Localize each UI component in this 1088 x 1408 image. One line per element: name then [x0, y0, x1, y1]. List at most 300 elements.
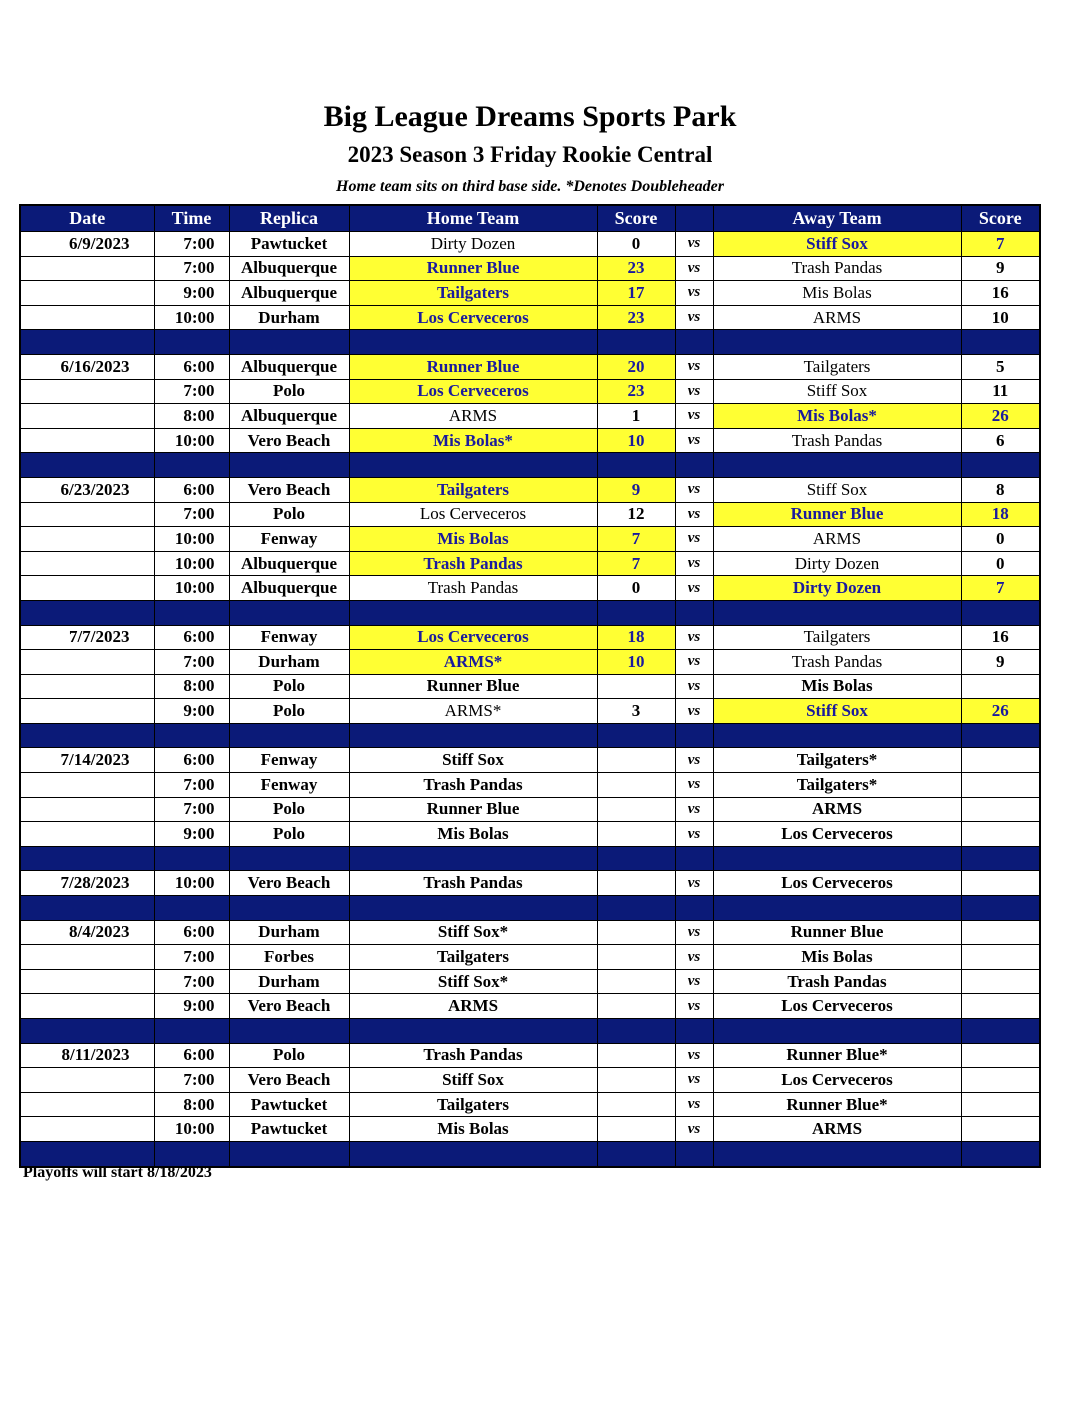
table-row — [20, 502, 1040, 527]
away-score-cell: 6 — [961, 428, 1040, 453]
replica-cell: Durham — [229, 305, 349, 330]
separator-cell — [597, 1019, 675, 1044]
table-row — [20, 871, 1040, 896]
date-cell: 7/14/2023 — [20, 748, 154, 773]
replica-cell: Albuquerque — [229, 281, 349, 306]
separator-cell — [20, 1141, 154, 1166]
time-cell: 9:00 — [154, 822, 229, 847]
time-cell: 7:00 — [154, 1068, 229, 1093]
col-header-time: Time — [154, 205, 229, 232]
away-score-cell: 16 — [961, 625, 1040, 650]
away-score-cell — [961, 1117, 1040, 1142]
vs-cell: vs — [675, 797, 713, 822]
replica-cell: Polo — [229, 699, 349, 724]
separator-cell — [675, 723, 713, 748]
separator-cell — [154, 1141, 229, 1166]
separator-cell — [349, 1141, 597, 1166]
separator-cell — [154, 723, 229, 748]
away-team-cell: Trash Pandas — [713, 969, 961, 994]
away-score-cell — [961, 994, 1040, 1019]
home-team-cell: Los Cerveceros — [349, 305, 597, 330]
away-score-cell — [961, 945, 1040, 970]
table-row — [20, 551, 1040, 576]
separator-cell — [154, 1019, 229, 1044]
vs-cell: vs — [675, 379, 713, 404]
home-team-cell: Dirty Dozen — [349, 232, 597, 257]
week-separator-row — [20, 1141, 1040, 1166]
replica-cell: Albuquerque — [229, 576, 349, 601]
table-row — [20, 477, 1040, 502]
home-score-cell — [597, 920, 675, 945]
replica-cell: Fenway — [229, 527, 349, 552]
home-score-cell — [597, 1043, 675, 1068]
table-header-row — [20, 205, 1040, 232]
vs-cell: vs — [675, 477, 713, 502]
date-cell — [20, 650, 154, 675]
away-score-cell: 5 — [961, 354, 1040, 379]
away-score-cell — [961, 748, 1040, 773]
time-cell: 8:00 — [154, 674, 229, 699]
separator-cell — [597, 330, 675, 355]
table-row — [20, 969, 1040, 994]
away-score-cell — [961, 1043, 1040, 1068]
time-cell: 6:00 — [154, 748, 229, 773]
separator-cell — [154, 600, 229, 625]
separator-cell — [597, 1141, 675, 1166]
separator-cell — [349, 846, 597, 871]
time-cell: 7:00 — [154, 232, 229, 257]
vs-cell: vs — [675, 699, 713, 724]
table-row — [20, 1117, 1040, 1142]
away-team-cell: Stiff Sox — [713, 477, 961, 502]
separator-cell — [229, 896, 349, 921]
time-cell: 6:00 — [154, 477, 229, 502]
table-row — [20, 281, 1040, 306]
home-team-cell: Mis Bolas — [349, 822, 597, 847]
separator-cell — [713, 453, 961, 478]
home-team-cell: ARMS — [349, 404, 597, 429]
table-row — [20, 1043, 1040, 1068]
time-cell: 7:00 — [154, 379, 229, 404]
replica-cell: Pawtucket — [229, 1092, 349, 1117]
table-row — [20, 354, 1040, 379]
separator-cell — [229, 600, 349, 625]
separator-cell — [961, 453, 1040, 478]
home-team-cell: Runner Blue — [349, 256, 597, 281]
vs-cell: vs — [675, 625, 713, 650]
table-row — [20, 527, 1040, 552]
date-cell: 6/23/2023 — [20, 477, 154, 502]
away-score-cell — [961, 1092, 1040, 1117]
schedule-body — [20, 232, 1040, 1167]
separator-cell — [597, 896, 675, 921]
home-team-cell: Tailgaters — [349, 477, 597, 502]
home-score-cell: 7 — [597, 527, 675, 552]
table-row — [20, 256, 1040, 281]
separator-cell — [20, 600, 154, 625]
separator-cell — [229, 1141, 349, 1166]
date-cell — [20, 773, 154, 798]
replica-cell: Pawtucket — [229, 232, 349, 257]
date-cell: 6/9/2023 — [20, 232, 154, 257]
col-header-away-score: Score — [961, 205, 1040, 232]
away-score-cell: 18 — [961, 502, 1040, 527]
vs-cell: vs — [675, 404, 713, 429]
separator-cell — [713, 846, 961, 871]
away-team-cell: Los Cerveceros — [713, 822, 961, 847]
home-score-cell: 18 — [597, 625, 675, 650]
separator-cell — [229, 846, 349, 871]
away-team-cell: Dirty Dozen — [713, 576, 961, 601]
separator-cell — [154, 846, 229, 871]
table-row — [20, 379, 1040, 404]
vs-cell: vs — [675, 674, 713, 699]
page-title: Big League Dreams Sports Park — [323, 100, 737, 133]
time-cell: 8:00 — [154, 1092, 229, 1117]
away-score-cell: 8 — [961, 477, 1040, 502]
separator-cell — [961, 600, 1040, 625]
replica-cell: Polo — [229, 502, 349, 527]
separator-cell — [961, 1019, 1040, 1044]
table-row — [20, 773, 1040, 798]
time-cell: 9:00 — [154, 994, 229, 1019]
col-header-replica: Replica — [229, 205, 349, 232]
separator-cell — [349, 723, 597, 748]
away-team-cell: Tailgaters — [713, 625, 961, 650]
replica-cell: Forbes — [229, 945, 349, 970]
home-score-cell — [597, 1068, 675, 1093]
date-cell — [20, 527, 154, 552]
replica-cell: Albuquerque — [229, 404, 349, 429]
away-team-cell: Mis Bolas — [713, 674, 961, 699]
separator-cell — [961, 330, 1040, 355]
home-score-cell — [597, 1092, 675, 1117]
separator-cell — [349, 453, 597, 478]
table-row — [20, 1068, 1040, 1093]
home-score-cell: 0 — [597, 576, 675, 601]
home-team-cell: Los Cerveceros — [349, 502, 597, 527]
home-score-cell: 12 — [597, 502, 675, 527]
table-row — [20, 305, 1040, 330]
home-score-cell: 1 — [597, 404, 675, 429]
home-team-cell: Mis Bolas — [349, 527, 597, 552]
home-team-cell: Trash Pandas — [349, 871, 597, 896]
home-score-cell — [597, 797, 675, 822]
table-row — [20, 1092, 1040, 1117]
home-score-cell: 9 — [597, 477, 675, 502]
home-team-cell: ARMS* — [349, 650, 597, 675]
date-cell: 7/7/2023 — [20, 625, 154, 650]
separator-cell — [961, 723, 1040, 748]
vs-cell: vs — [675, 428, 713, 453]
replica-cell: Albuquerque — [229, 256, 349, 281]
vs-cell: vs — [675, 1117, 713, 1142]
schedule-note: Home team sits on third base side. *Denotes Doubleheader — [336, 178, 724, 195]
away-team-cell: ARMS — [713, 797, 961, 822]
vs-cell: vs — [675, 871, 713, 896]
away-score-cell: 16 — [961, 281, 1040, 306]
separator-cell — [20, 896, 154, 921]
home-score-cell — [597, 822, 675, 847]
replica-cell: Vero Beach — [229, 994, 349, 1019]
date-cell — [20, 699, 154, 724]
replica-cell: Polo — [229, 674, 349, 699]
time-cell: 6:00 — [154, 920, 229, 945]
home-team-cell: Tailgaters — [349, 1092, 597, 1117]
away-team-cell: Mis Bolas — [713, 945, 961, 970]
week-separator-row — [20, 846, 1040, 871]
away-score-cell: 9 — [961, 650, 1040, 675]
home-score-cell — [597, 1117, 675, 1142]
vs-cell: vs — [675, 354, 713, 379]
away-team-cell: Tailgaters* — [713, 748, 961, 773]
separator-cell — [713, 1019, 961, 1044]
separator-cell — [229, 330, 349, 355]
away-team-cell: Tailgaters — [713, 354, 961, 379]
home-score-cell — [597, 748, 675, 773]
table-row — [20, 822, 1040, 847]
replica-cell: Polo — [229, 822, 349, 847]
date-cell — [20, 797, 154, 822]
time-cell: 6:00 — [154, 354, 229, 379]
away-score-cell: 26 — [961, 699, 1040, 724]
vs-cell: vs — [675, 502, 713, 527]
vs-cell: vs — [675, 969, 713, 994]
home-score-cell — [597, 871, 675, 896]
table-row — [20, 625, 1040, 650]
away-team-cell: Trash Pandas — [713, 428, 961, 453]
away-score-cell — [961, 822, 1040, 847]
time-cell: 7:00 — [154, 773, 229, 798]
replica-cell: Fenway — [229, 625, 349, 650]
vs-cell: vs — [675, 822, 713, 847]
away-team-cell: Stiff Sox — [713, 379, 961, 404]
time-cell: 7:00 — [154, 945, 229, 970]
vs-cell: vs — [675, 281, 713, 306]
separator-cell — [597, 600, 675, 625]
vs-cell: vs — [675, 1068, 713, 1093]
week-separator-row — [20, 600, 1040, 625]
away-team-cell: Runner Blue* — [713, 1043, 961, 1068]
date-cell — [20, 1092, 154, 1117]
separator-cell — [675, 600, 713, 625]
away-score-cell: 11 — [961, 379, 1040, 404]
away-team-cell: ARMS — [713, 1117, 961, 1142]
playoffs-note: Playoffs will start 8/18/2023 — [23, 1164, 212, 1181]
home-team-cell: Mis Bolas — [349, 1117, 597, 1142]
time-cell: 10:00 — [154, 527, 229, 552]
home-team-cell: Stiff Sox* — [349, 969, 597, 994]
date-cell: 7/28/2023 — [20, 871, 154, 896]
home-score-cell: 3 — [597, 699, 675, 724]
table-row — [20, 650, 1040, 675]
time-cell: 10:00 — [154, 305, 229, 330]
table-row — [20, 994, 1040, 1019]
vs-cell: vs — [675, 773, 713, 798]
away-score-cell: 9 — [961, 256, 1040, 281]
home-team-cell: ARMS — [349, 994, 597, 1019]
separator-cell — [20, 330, 154, 355]
away-team-cell: Trash Pandas — [713, 256, 961, 281]
away-score-cell: 7 — [961, 232, 1040, 257]
home-score-cell: 20 — [597, 354, 675, 379]
separator-cell — [20, 846, 154, 871]
date-cell — [20, 822, 154, 847]
date-cell — [20, 576, 154, 601]
vs-cell: vs — [675, 748, 713, 773]
date-cell — [20, 404, 154, 429]
replica-cell: Polo — [229, 797, 349, 822]
date-cell — [20, 305, 154, 330]
col-header-away-team: Away Team — [713, 205, 961, 232]
separator-cell — [713, 600, 961, 625]
table-row — [20, 674, 1040, 699]
separator-cell — [154, 453, 229, 478]
home-team-cell: Tailgaters — [349, 281, 597, 306]
away-score-cell — [961, 773, 1040, 798]
separator-cell — [713, 896, 961, 921]
home-team-cell: Runner Blue — [349, 797, 597, 822]
home-team-cell: Runner Blue — [349, 354, 597, 379]
date-cell — [20, 256, 154, 281]
time-cell: 9:00 — [154, 699, 229, 724]
date-cell — [20, 674, 154, 699]
separator-cell — [675, 453, 713, 478]
home-team-cell: Stiff Sox — [349, 748, 597, 773]
time-cell: 10:00 — [154, 428, 229, 453]
home-team-cell: Trash Pandas — [349, 576, 597, 601]
replica-cell: Pawtucket — [229, 1117, 349, 1142]
time-cell: 7:00 — [154, 502, 229, 527]
table-row — [20, 428, 1040, 453]
table-row — [20, 945, 1040, 970]
vs-cell: vs — [675, 305, 713, 330]
home-team-cell: Trash Pandas — [349, 551, 597, 576]
replica-cell: Albuquerque — [229, 551, 349, 576]
date-cell — [20, 1068, 154, 1093]
vs-cell: vs — [675, 920, 713, 945]
replica-cell: Albuquerque — [229, 354, 349, 379]
home-team-cell: Trash Pandas — [349, 773, 597, 798]
date-cell — [20, 428, 154, 453]
home-team-cell: Stiff Sox* — [349, 920, 597, 945]
away-score-cell: 0 — [961, 551, 1040, 576]
vs-cell: vs — [675, 1092, 713, 1117]
home-team-cell: Stiff Sox — [349, 1068, 597, 1093]
table-row — [20, 797, 1040, 822]
schedule-table — [19, 204, 1041, 1168]
date-cell: 8/11/2023 — [20, 1043, 154, 1068]
date-cell — [20, 969, 154, 994]
vs-cell: vs — [675, 945, 713, 970]
away-score-cell — [961, 1068, 1040, 1093]
separator-cell — [154, 896, 229, 921]
separator-cell — [675, 1141, 713, 1166]
separator-cell — [961, 896, 1040, 921]
away-score-cell: 26 — [961, 404, 1040, 429]
date-cell — [20, 379, 154, 404]
away-team-cell: ARMS — [713, 527, 961, 552]
table-row — [20, 748, 1040, 773]
page-subtitle: 2023 Season 3 Friday Rookie Central — [347, 142, 713, 167]
separator-cell — [597, 846, 675, 871]
date-cell — [20, 551, 154, 576]
away-score-cell — [961, 797, 1040, 822]
col-header-vs — [675, 205, 713, 232]
time-cell: 7:00 — [154, 256, 229, 281]
week-separator-row — [20, 453, 1040, 478]
vs-cell: vs — [675, 527, 713, 552]
date-cell — [20, 994, 154, 1019]
away-team-cell: ARMS — [713, 305, 961, 330]
time-cell: 6:00 — [154, 1043, 229, 1068]
away-team-cell: Mis Bolas* — [713, 404, 961, 429]
home-score-cell: 7 — [597, 551, 675, 576]
home-team-cell: Runner Blue — [349, 674, 597, 699]
time-cell: 10:00 — [154, 1117, 229, 1142]
separator-cell — [349, 600, 597, 625]
date-cell: 6/16/2023 — [20, 354, 154, 379]
away-score-cell — [961, 969, 1040, 994]
home-score-cell — [597, 994, 675, 1019]
away-score-cell — [961, 871, 1040, 896]
replica-cell: Vero Beach — [229, 428, 349, 453]
table-row — [20, 576, 1040, 601]
date-cell — [20, 281, 154, 306]
time-cell: 7:00 — [154, 797, 229, 822]
separator-cell — [713, 330, 961, 355]
separator-cell — [154, 330, 229, 355]
separator-cell — [229, 1019, 349, 1044]
home-score-cell — [597, 674, 675, 699]
separator-cell — [20, 453, 154, 478]
home-score-cell: 0 — [597, 232, 675, 257]
table-row — [20, 232, 1040, 257]
away-team-cell: Los Cerveceros — [713, 1068, 961, 1093]
separator-cell — [675, 846, 713, 871]
date-cell: 8/4/2023 — [20, 920, 154, 945]
replica-cell: Polo — [229, 379, 349, 404]
replica-cell: Durham — [229, 920, 349, 945]
date-cell — [20, 1117, 154, 1142]
separator-cell — [349, 896, 597, 921]
replica-cell: Durham — [229, 969, 349, 994]
table-row — [20, 920, 1040, 945]
replica-cell: Durham — [229, 650, 349, 675]
date-cell — [20, 502, 154, 527]
separator-cell — [961, 1141, 1040, 1166]
replica-cell: Fenway — [229, 773, 349, 798]
home-team-cell: ARMS* — [349, 699, 597, 724]
away-score-cell — [961, 920, 1040, 945]
away-team-cell: Stiff Sox — [713, 232, 961, 257]
vs-cell: vs — [675, 1043, 713, 1068]
vs-cell: vs — [675, 551, 713, 576]
time-cell: 7:00 — [154, 969, 229, 994]
separator-cell — [349, 330, 597, 355]
vs-cell: vs — [675, 232, 713, 257]
away-team-cell: Stiff Sox — [713, 699, 961, 724]
separator-cell — [675, 896, 713, 921]
home-score-cell: 17 — [597, 281, 675, 306]
away-team-cell: Tailgaters* — [713, 773, 961, 798]
home-team-cell: Trash Pandas — [349, 1043, 597, 1068]
vs-cell: vs — [675, 650, 713, 675]
table-row — [20, 404, 1040, 429]
away-team-cell: Runner Blue — [713, 920, 961, 945]
home-score-cell — [597, 945, 675, 970]
away-score-cell — [961, 674, 1040, 699]
